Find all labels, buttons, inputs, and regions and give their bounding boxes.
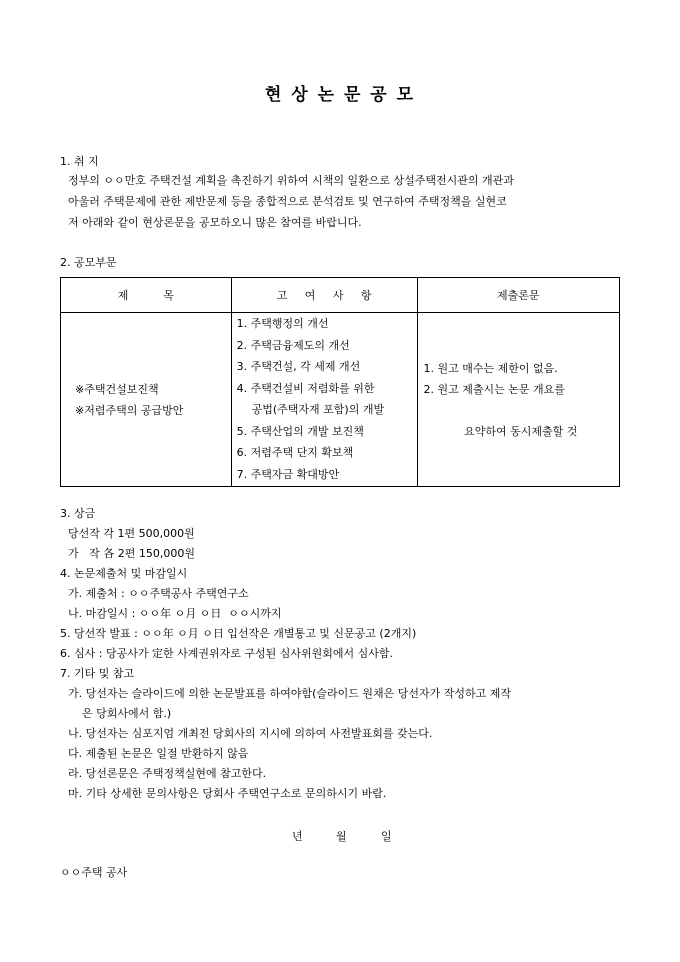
section-6-judging: 6. 심사 : 당공사가 定한 사계권위자로 구성된 심사위원회에서 심사함. xyxy=(60,647,393,660)
table-cell-notes xyxy=(417,313,619,487)
date-month: 월 xyxy=(336,830,347,843)
submission-info-line: 나. 마감일시 : ㅇㅇ年 ㅇ月 ㅇ日 ㅇㅇ시까지 xyxy=(68,607,282,620)
submission-info-line: 가. 제출처 : ㅇㅇ주택공사 주택연구소 xyxy=(68,587,249,600)
consideration-item: 2. 주택금융제도의 개선 xyxy=(236,338,350,352)
consideration-item: 7. 주택자금 확대방안 xyxy=(236,467,340,481)
date-day: 일 xyxy=(381,830,392,843)
page-title: 현 상 논 문 공 모 xyxy=(264,85,416,105)
table-row xyxy=(61,313,620,487)
submission-note: 2. 원고 제출시는 논문 개요를 xyxy=(423,382,565,396)
topic-title: ※주택건설보진책 xyxy=(75,382,159,396)
table-header-submission: 제출론문 xyxy=(417,278,619,313)
date-year: 년 xyxy=(292,830,303,843)
section-2-heading: 2. 공모부문 xyxy=(60,256,117,269)
topic-title: ※저렴주택의 공급방안 xyxy=(75,403,184,417)
table-header-considerations: 고 여 사 항 xyxy=(231,278,417,313)
section-7-heading: 7. 기타 및 참고 xyxy=(60,667,135,680)
table-cell-items xyxy=(231,313,417,487)
section-1-line: 정부의 ㅇㅇ만호 주택건설 계획을 촉진하기 위하여 시책의 일환으로 상설주택전시관의 개관과 xyxy=(68,174,514,187)
misc-line: 마. 기타 상세한 문의사항은 당회사 주택연구소로 문의하시기 바람. xyxy=(68,787,387,800)
misc-line: 가. 당선자는 슬라이드에 의한 논문발표를 하여야함(슬라이드 원채은 당선자가 작성하고 제작 xyxy=(68,687,512,700)
contest-table xyxy=(60,277,620,487)
table-header-row xyxy=(61,278,620,313)
prize-line: 가 작 各 2편 150,000원 xyxy=(68,547,195,560)
submission-note xyxy=(424,400,618,421)
table-header-title: 제 목 xyxy=(61,278,232,313)
misc-line: 나. 당선자는 심포지엄 개최전 당회사의 지시에 의하여 사전발표회를 갖는다. xyxy=(68,727,433,740)
consideration-item: 1. 주택행정의 개선 xyxy=(236,317,329,330)
section-1-heading: 1. 취 지 xyxy=(60,155,99,168)
consideration-item: 6. 저렴주택 단지 확보책 xyxy=(236,446,354,459)
section-5-announcement: 5. 당선작 발표 : ㅇㅇ年 ㅇ月 ㅇ日 입선작은 개별통고 및 신문공고 (2개지) xyxy=(60,627,417,640)
section-4-heading: 4. 논문제출처 및 마감일시 xyxy=(60,567,188,580)
misc-line: 라. 당선론문은 주택정책실현에 참고한다. xyxy=(68,767,267,780)
consideration-item: 3. 주택건설, 각 세제 개선 xyxy=(236,360,361,373)
consideration-item: 공법(주택자재 포함)의 개발 xyxy=(251,403,385,416)
misc-line: 다. 제출된 논문은 일절 반환하지 않음 xyxy=(68,747,249,760)
prize-line: 당선작 각 1편 500,000원 xyxy=(68,527,195,540)
section-1-line: 아울러 주택문제에 관한 제반문제 등을 종합적으로 분석검토 및 연구하여 주택정책을 실현코 xyxy=(68,195,507,208)
misc-line: 은 당회사에서 함.) xyxy=(68,707,172,720)
section-1-line: 저 아래와 같이 현상론문을 공모하오니 많은 참여를 바랍니다. xyxy=(68,216,362,229)
section-3-heading: 3. 상금 xyxy=(60,507,96,520)
issuer-name: ㅇㅇ주택 공사 xyxy=(60,866,128,879)
consideration-item: 4. 주택건설비 저렴화를 위한 xyxy=(236,381,375,395)
consideration-item: 5. 주택산업의 개발 보진책 xyxy=(236,424,364,438)
submission-note: 1. 원고 매수는 제한이 없음. xyxy=(423,361,558,375)
table-cell-titles xyxy=(61,313,232,487)
submission-note: 요약하여 동시제출할 것 xyxy=(464,424,578,438)
